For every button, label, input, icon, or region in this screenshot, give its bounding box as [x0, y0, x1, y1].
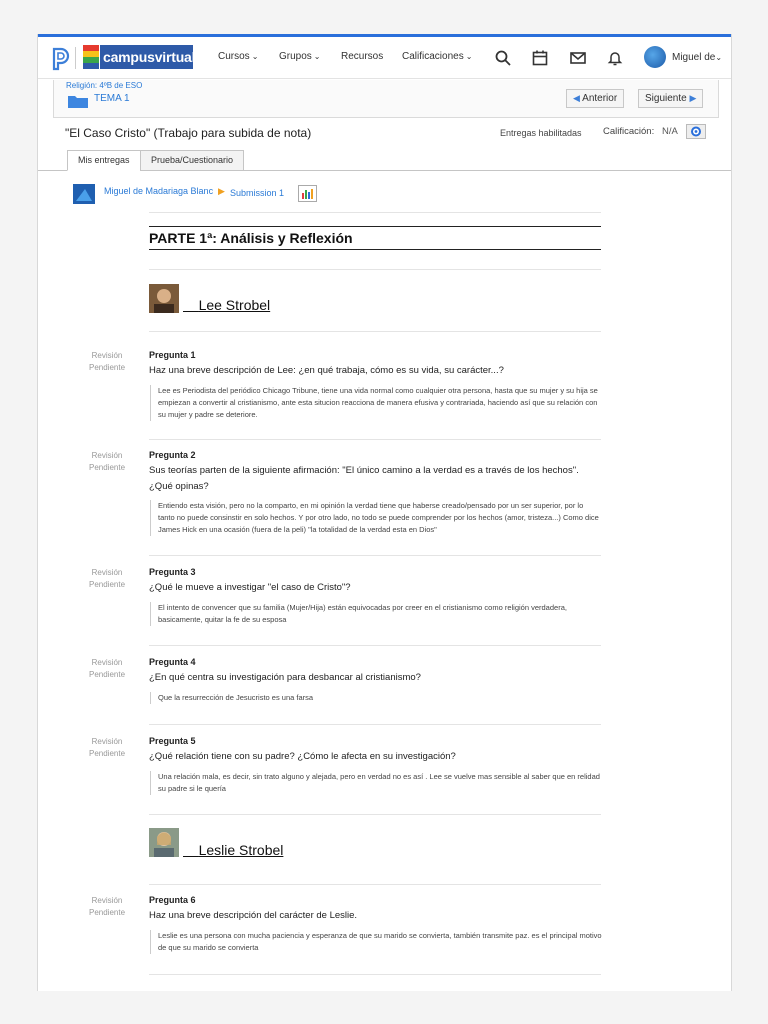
review-status	[82, 895, 132, 919]
previous-button[interactable]	[566, 89, 624, 108]
course-link[interactable]: Religión: 4ºB de ESO	[66, 81, 143, 90]
breadcrumb-arrow-icon: ▶	[218, 186, 225, 196]
divider	[149, 555, 601, 556]
question-text: Haz una breve descripción del carácter de Leslie.	[149, 910, 358, 921]
platform-logo-icon[interactable]	[51, 47, 70, 71]
user-name-label: Miguel de	[672, 52, 716, 63]
question-number: Pregunta 4	[149, 657, 196, 667]
arrow-right-icon: ▶	[689, 93, 697, 103]
answer-text: El intento de convencer que su familia (Mujer/Hija) están equivocadas por creer en el cristianismo como religión verdadera, basicamente, quitar la fe de su esposa	[150, 602, 602, 626]
grade-value: N/A	[662, 126, 678, 137]
review-status	[82, 350, 132, 374]
divider	[149, 814, 601, 815]
chevron-down-icon: ⌄	[715, 53, 723, 62]
question-text: Sus teorías parten de la siguiente afirmación: "El único camino a la verdad es a través de los hechos". ¿Qué opinas?	[149, 465, 579, 492]
review-status	[82, 567, 132, 591]
nav-grupos[interactable]	[279, 51, 321, 62]
next-button[interactable]	[638, 89, 703, 108]
person-heading	[183, 297, 270, 313]
review-status	[82, 657, 132, 681]
question-number: Pregunta 3	[149, 567, 196, 577]
status-line: Pendiente	[88, 580, 126, 589]
question-number: Pregunta 6	[149, 895, 196, 905]
question-text: ¿En qué centra su investigación para desbancar al cristianismo?	[149, 672, 421, 683]
status-line: Pendiente	[88, 670, 126, 679]
student-avatar	[73, 184, 95, 204]
folder-icon	[68, 95, 88, 108]
previous-label: Anterior	[582, 93, 618, 104]
chevron-down-icon: ⌄	[313, 52, 321, 61]
person-name: Lee Strobel	[198, 297, 271, 313]
divider	[149, 884, 601, 885]
question-number: Pregunta 1	[149, 350, 196, 360]
divider	[149, 439, 601, 440]
brand-text: campusvirtual	[103, 49, 196, 65]
divider	[149, 212, 601, 213]
calendar-icon[interactable]	[531, 49, 549, 67]
nav-label: Recursos	[341, 51, 384, 62]
grade-info-button[interactable]	[686, 124, 706, 139]
user-avatar[interactable]	[644, 46, 666, 68]
status-line: Pendiente	[88, 908, 126, 917]
breadcrumb-bar	[53, 80, 719, 118]
answer-text: Una relación mala, es decir, sin trato alguno y alejada, pero en verdad no es así . Lee se vuelve mas sensible al saber que en relidad su padre si le quería	[150, 771, 602, 795]
arrow-left-icon: ◀	[573, 93, 580, 103]
nav-label: Grupos	[279, 51, 312, 62]
status-line: Pendiente	[88, 363, 126, 372]
divider	[149, 974, 601, 975]
answer-text: Leslie es una persona con mucha paciencia y esperanza de que su marido se convierta, también transmite paz. es el principal motivo de que su marido se convierta	[150, 930, 602, 954]
question-number: Pregunta 5	[149, 736, 196, 746]
divider	[149, 269, 601, 270]
grade-label: Calificación:	[603, 126, 655, 137]
status-line: Pendiente	[88, 749, 126, 758]
question-number: Pregunta 2	[149, 450, 196, 460]
nav-calificaciones[interactable]	[402, 51, 472, 62]
divider	[149, 724, 601, 725]
info-icon	[687, 125, 705, 138]
submission-link[interactable]: Submission 1	[230, 188, 285, 198]
app-frame	[37, 34, 732, 991]
tab-mis-entregas[interactable]: Mis entregas	[67, 150, 141, 171]
nav-cursos[interactable]	[218, 51, 258, 62]
nav-label: Calificaciones	[402, 51, 464, 62]
status-line: Revisión	[91, 737, 123, 746]
region-flag-icon	[83, 45, 99, 69]
tab-bar	[38, 150, 731, 171]
user-menu[interactable]	[672, 52, 722, 63]
top-header	[38, 37, 731, 79]
next-label: Siguiente	[645, 93, 687, 104]
status-line: Revisión	[91, 568, 123, 577]
brand-logo[interactable]	[100, 45, 196, 69]
report-chart-button[interactable]	[298, 185, 317, 202]
review-status	[82, 736, 132, 760]
person-name: Leslie Strobel	[198, 842, 284, 858]
part-heading-box	[149, 226, 601, 250]
person-heading	[183, 842, 283, 858]
nav-recursos[interactable]	[341, 51, 383, 62]
answer-text: Lee es Periodista del periódico Chicago Tribune, tiene una vida normal como cualquier otra persona, hasta que su mujer y su hija se empiezan a convertir al cristianismo, ante esta situcion reacciona de manera efusiva y contrariada, haciendo así que su relación con su mujer y padre se deteriore.	[150, 385, 602, 421]
page-title: "El Caso Cristo" (Trabajo para subida de nota)	[65, 126, 312, 140]
leslie-photo	[149, 828, 179, 857]
divider	[149, 645, 601, 646]
search-icon[interactable]	[494, 49, 512, 67]
question-text: ¿Qué relación tiene con su padre? ¿Cómo le afecta en su investigación?	[149, 751, 456, 762]
folder-link[interactable]: TEMA 1	[94, 93, 130, 104]
bar-chart-icon	[299, 186, 316, 201]
question-text: ¿Qué le mueve a investigar "el caso de Cristo"?	[149, 582, 351, 593]
logo-separator	[75, 47, 76, 69]
tab-prueba-cuestionario[interactable]: Prueba/Cuestionario	[140, 150, 244, 171]
student-name-link[interactable]: Miguel de Madariaga Blanc	[104, 186, 214, 196]
answer-text: Que la resurrección de Jesucristo es una farsa	[150, 692, 602, 704]
mail-icon[interactable]	[569, 49, 587, 67]
status-line: Revisión	[91, 351, 123, 360]
status-line: Revisión	[91, 896, 123, 905]
answer-text: Entiendo esta visión, pero no la comparto, en mi opinión la verdad tiene que haberse creado/pensado por un ser superior, por lo tanto no puede consinstir en solo hechos. Y por otro lado, no todo se puede comprender por los hechos (amor, tristeza...) Como dice James Hick en una ocasión (fuera de la peli) "la totalidad de la verdad esta en Dios"	[150, 500, 602, 536]
lee-photo	[149, 284, 179, 313]
review-status	[82, 450, 132, 474]
chevron-down-icon: ⌄	[465, 52, 473, 61]
bell-icon[interactable]	[606, 49, 624, 67]
question-text: Haz una breve descripción de Lee: ¿en qué trabaja, cómo es su vida, su carácter...?	[149, 365, 504, 376]
status-line: Revisión	[91, 658, 123, 667]
divider	[149, 331, 601, 332]
submissions-status: Entregas habilitadas	[500, 128, 582, 138]
part-heading: PARTE 1ª: Análisis y Reflexión	[149, 230, 353, 246]
nav-label: Cursos	[218, 51, 250, 62]
status-line: Revisión	[91, 451, 123, 460]
chevron-down-icon: ⌄	[251, 52, 259, 61]
status-line: Pendiente	[88, 463, 126, 472]
